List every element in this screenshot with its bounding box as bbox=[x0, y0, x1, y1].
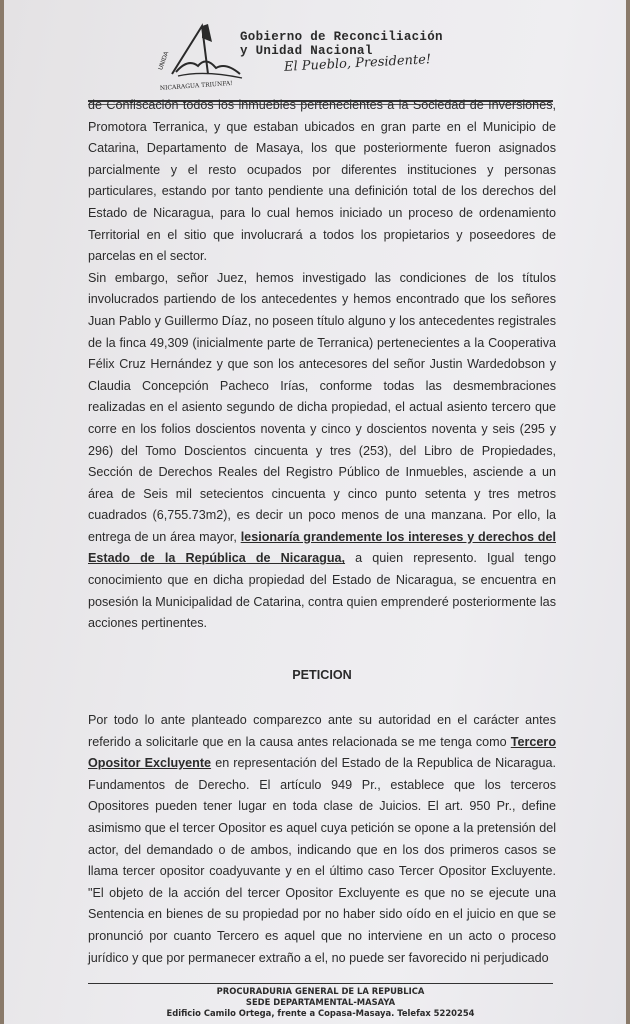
body-section-1 bbox=[88, 95, 556, 635]
paragraph-3-text-a: Por todo lo ante planteado comparezco ante su autoridad en el carácter antes referido a solicitarle que en la causa antes relacionada se me tenga como bbox=[88, 713, 556, 749]
letterhead-line-1: Gobierno de Reconciliación bbox=[240, 30, 443, 44]
document-page bbox=[4, 0, 626, 1024]
paragraph-2 bbox=[88, 268, 556, 635]
paragraph-1: de Confiscación todos los inmuebles pertenecientes a la Sociedad de Inversiones, Promotora Terranica, y que estaban ubicados en gran parte en el Municipio de Catarina, Departamento de Masaya, los que posteriormente fueron asignados parcialmente y el resto ocupados por diferentes instituciones y personas particulares, estando por tanto pendiente una definición total de los derechos del Estado de Nicaragua, para lo cual hemos iniciado un proceso de ordenamiento Territorial en el sitio que involucrará a todos los propietarios y poseedores de parcelas en el sector. bbox=[88, 98, 556, 264]
logo-text-top: UNIDA bbox=[157, 50, 171, 72]
logo-text-bottom: NICARAGUA TRIUNFA! bbox=[159, 79, 233, 92]
section-heading: PETICION bbox=[292, 668, 352, 682]
paragraph-2-emphasis: lesionaría grandemente los intereses y derechos del Estado de la República de Nicaragua, bbox=[88, 529, 556, 566]
paragraph-3-emphasis: Tercero Opositor Excluyente bbox=[88, 734, 557, 771]
footer-line-1: PROCURADURIA GENERAL DE LA REPUBLICA bbox=[216, 986, 425, 996]
footer bbox=[88, 986, 553, 1019]
footer-line-2: SEDE DEPARTAMENTAL-MASAYA bbox=[245, 997, 396, 1007]
paragraph-2-text-a: Sin embargo, señor Juez, hemos investigado las condiciones de los títulos involucrados partiendo de los antecedentes y hemos encontrado que los señores Juan Pablo y Guillermo Díaz, no poseen título alguno y los antecedentes registrales de la finca 49,309 (inicialmente parte de Terranica) pertenecientes a la Cooperativa Félix Cruz Hernández y que son los antecesores del señor Justin Wardedobson y Claudia Concepción Pacheco Irías, conforme todas las desmembraciones realizadas en el asiento segundo de dicha propiedad, el actual asiento tercero que corre en los folios doscientos noventa y cinco y doscientos noventa y seis (295 y 296) del Tomo Doscientos cincuenta y tres (253), del Libro de Propiedades, Sección de Derechos Reales del Registro Público de Inmuebles, asciende a un área de Seis mil setecientos cincuenta y cinco punto setenta y tres metros cuadrados (6,755.73m2), es decir un poco menos de una manzana. Por ello, la entrega de un área mayor, bbox=[88, 270, 556, 544]
letterhead-line-2: y Unidad Nacional bbox=[240, 44, 373, 58]
paragraph-3 bbox=[88, 710, 556, 969]
paragraph-3-text-b: en representación del Estado de la Republica de Nicaragua. Fundamentos de Derecho. El artículo 949 Pr., establece que los terceros Opositores pueden tener lugar en toda clase de Juicios. El art. 950 Pr., define asimismo que el tercer Opositor es aquel cuya petición se opone a la pretensión del actor, del demandado o de ambos, indicando que en los dos primeros casos se llama tercer opositor coadyuvante y en el último caso Tercer Opositor Excluyente. "El objeto de la acción del tercer Opositor Excluyente es que no se ejecute una Sentencia en bienes de su propiedad por no haber sido oído en el juicio en que se pronunció por cuanto Tercero es aquel que no interviene en un acto o proceso jurídico y que por permanecer extraño a el, no puede ser favorecido ni perjudicado bbox=[88, 756, 557, 965]
paragraph-2-text-b: a quien represento. Igual tengo conocimiento que en dicha propiedad del Estado de Nicaragua, se encuentra en posesión la Municipalidad de Catarina, contra quien emprenderé posteriormente las acciones pertinentes. bbox=[88, 551, 556, 631]
footer-divider bbox=[88, 983, 553, 984]
body-section-2 bbox=[88, 710, 556, 969]
letterhead bbox=[154, 14, 554, 94]
footer-line-3: Edificio Camilo Ortega, frente a Copasa-Masaya. Telefax 5220254 bbox=[166, 1008, 475, 1018]
letterhead-slogan: El Pueblo, Presidente! bbox=[283, 52, 432, 75]
